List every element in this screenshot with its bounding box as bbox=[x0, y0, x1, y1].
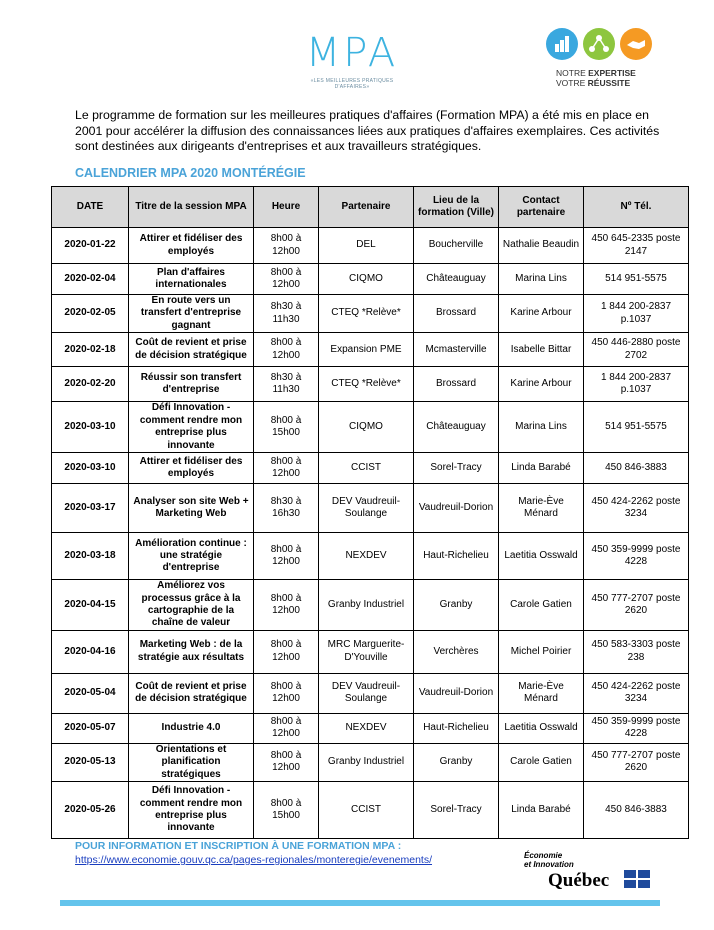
cell-date: 2020-03-18 bbox=[52, 533, 129, 580]
header-title: Titre de la session MPA bbox=[129, 187, 254, 228]
intro-paragraph: Le programme de formation sur les meilleures pratiques d'affaires (Formation MPA) a été mis en place en 2001 pour accélérer la diffusion des connaissances liées aux pratiques d'affaires exemplaires. Ces activités sont destinées aux dirigeants d'entreprises et aux travailleurs stratégiques. bbox=[75, 108, 660, 153]
cell-time: 8h30 à 11h30 bbox=[254, 367, 319, 402]
table-row bbox=[52, 402, 689, 453]
header-date: DATE bbox=[52, 187, 129, 228]
cell-contact: Marina Lins bbox=[499, 402, 584, 453]
cell-phone: 450 424-2262 poste 3234 bbox=[584, 673, 689, 713]
cell-city: Vaudreuil-Dorion bbox=[414, 673, 499, 713]
events-link[interactable]: https://www.economie.gouv.qc.ca/pages-regionales/monteregie/evenements/ bbox=[75, 854, 433, 866]
cell-phone: 514 951-5575 bbox=[584, 264, 689, 295]
header-time: Heure bbox=[254, 187, 319, 228]
cell-date: 2020-03-17 bbox=[52, 484, 129, 533]
table-row bbox=[52, 295, 689, 333]
cell-contact: Isabelle Bittar bbox=[499, 333, 584, 367]
mpa-logo-text: MPA bbox=[305, 30, 399, 76]
cell-date: 2020-05-07 bbox=[52, 713, 129, 743]
cell-title: Amélioration continue : une stratégie d'entreprise bbox=[129, 533, 254, 580]
expertise-tagline: NOTRE EXPERTISE VOTRE RÉUSSITE bbox=[556, 68, 636, 88]
quebec-logo-name: Québec bbox=[548, 870, 610, 891]
cell-partner: CTEQ *Relève* bbox=[319, 295, 414, 333]
cell-date: 2020-03-10 bbox=[52, 402, 129, 453]
schedule-table bbox=[51, 186, 689, 839]
table-row bbox=[52, 580, 689, 631]
cell-phone: 1 844 200-2837 p.1037 bbox=[584, 367, 689, 402]
bottom-divider bbox=[60, 900, 660, 906]
bar-chart-icon bbox=[546, 28, 578, 60]
cell-time: 8h00 à 15h00 bbox=[254, 402, 319, 453]
cell-partner: DEV Vaudreuil-Soulange bbox=[319, 484, 414, 533]
cell-contact: Marina Lins bbox=[499, 264, 584, 295]
cell-time: 8h30 à 16h30 bbox=[254, 484, 319, 533]
footer-info-heading: POUR INFORMATION ET INSCRIPTION À UNE FORMATION MPA : bbox=[75, 840, 402, 852]
cell-time: 8h00 à 12h00 bbox=[254, 630, 319, 673]
cell-partner: CIQMO bbox=[319, 264, 414, 295]
cell-contact: Nathalie Beaudin bbox=[499, 228, 584, 264]
cell-city: Granby bbox=[414, 743, 499, 781]
cell-title: Marketing Web : de la stratégie aux résultats bbox=[129, 630, 254, 673]
cell-city: Brossard bbox=[414, 367, 499, 402]
network-icon bbox=[583, 28, 615, 60]
cell-phone: 450 777-2707 poste 2620 bbox=[584, 580, 689, 631]
cell-contact: Marie-Ève Ménard bbox=[499, 484, 584, 533]
cell-contact: Carole Gatien bbox=[499, 743, 584, 781]
cell-title: Améliorez vos processus grâce à la cartographie de la chaîne de valeur bbox=[129, 580, 254, 631]
quebec-logo bbox=[524, 852, 654, 892]
cell-phone: 450 359-9999 poste 4228 bbox=[584, 713, 689, 743]
table-row bbox=[52, 713, 689, 743]
cell-title: Attirer et fidéliser des employés bbox=[129, 228, 254, 264]
cell-title: Orientations et planification stratégiques bbox=[129, 743, 254, 781]
cell-partner: MRC Marguerite-D'Youville bbox=[319, 630, 414, 673]
mpa-logo-tagline: «LES MEILLEURES PRATIQUES D'AFFAIRES» bbox=[310, 78, 394, 90]
cell-city: Sorel-Tracy bbox=[414, 453, 499, 484]
cell-time: 8h00 à 12h00 bbox=[254, 333, 319, 367]
calendar-title: CALENDRIER MPA 2020 MONTÉRÉGIE bbox=[75, 166, 306, 180]
cell-city: Sorel-Tracy bbox=[414, 782, 499, 839]
cell-city: Châteauguay bbox=[414, 264, 499, 295]
cell-title: Réussir son transfert d'entreprise bbox=[129, 367, 254, 402]
cell-title: Industrie 4.0 bbox=[129, 713, 254, 743]
cell-title: Défi Innovation - comment rendre mon entreprise plus innovante bbox=[129, 782, 254, 839]
cell-partner: Granby Industriel bbox=[319, 743, 414, 781]
cell-title: Plan d'affaires internationales bbox=[129, 264, 254, 295]
cell-date: 2020-02-04 bbox=[52, 264, 129, 295]
cell-title: En route vers un transfert d'entreprise gagnant bbox=[129, 295, 254, 333]
table-row bbox=[52, 782, 689, 839]
table-row bbox=[52, 484, 689, 533]
cell-phone: 450 446-2880 poste 2702 bbox=[584, 333, 689, 367]
cell-partner: Expansion PME bbox=[319, 333, 414, 367]
header-contact: Contact partenaire bbox=[499, 187, 584, 228]
cell-date: 2020-01-22 bbox=[52, 228, 129, 264]
cell-city: Haut-Richelieu bbox=[414, 713, 499, 743]
cell-contact: Laetitia Osswald bbox=[499, 533, 584, 580]
cell-city: Mcmasterville bbox=[414, 333, 499, 367]
cell-partner: NEXDEV bbox=[319, 713, 414, 743]
table-row bbox=[52, 264, 689, 295]
cell-time: 8h00 à 12h00 bbox=[254, 713, 319, 743]
table-row bbox=[52, 630, 689, 673]
cell-date: 2020-05-26 bbox=[52, 782, 129, 839]
quebec-logo-ministry: Économie et Innovation bbox=[524, 851, 574, 869]
cell-title: Coût de revient et prise de décision stratégique bbox=[129, 673, 254, 713]
cell-time: 8h00 à 12h00 bbox=[254, 453, 319, 484]
cell-date: 2020-05-04 bbox=[52, 673, 129, 713]
cell-time: 8h00 à 12h00 bbox=[254, 533, 319, 580]
header-city: Lieu de la formation (Ville) bbox=[414, 187, 499, 228]
cell-partner: DEL bbox=[319, 228, 414, 264]
handshake-icon bbox=[620, 28, 652, 60]
table-row bbox=[52, 743, 689, 781]
cell-phone: 1 844 200-2837 p.1037 bbox=[584, 295, 689, 333]
cell-city: Châteauguay bbox=[414, 402, 499, 453]
cell-date: 2020-02-05 bbox=[52, 295, 129, 333]
table-header-row bbox=[52, 187, 689, 228]
cell-time: 8h00 à 12h00 bbox=[254, 264, 319, 295]
table-row bbox=[52, 453, 689, 484]
cell-phone: 450 846-3883 bbox=[584, 782, 689, 839]
page-header bbox=[0, 0, 714, 95]
cell-time: 8h30 à 11h30 bbox=[254, 295, 319, 333]
cell-phone: 450 424-2262 poste 3234 bbox=[584, 484, 689, 533]
cell-phone: 450 359-9999 poste 4228 bbox=[584, 533, 689, 580]
cell-partner: CCIST bbox=[319, 782, 414, 839]
table-row bbox=[52, 533, 689, 580]
cell-contact: Laetitia Osswald bbox=[499, 713, 584, 743]
cell-partner: CIQMO bbox=[319, 402, 414, 453]
cell-contact: Linda Barabé bbox=[499, 453, 584, 484]
cell-title: Analyser son site Web + Marketing Web bbox=[129, 484, 254, 533]
cell-partner: NEXDEV bbox=[319, 533, 414, 580]
cell-city: Vaudreuil-Dorion bbox=[414, 484, 499, 533]
cell-phone: 450 846-3883 bbox=[584, 453, 689, 484]
table-row bbox=[52, 673, 689, 713]
cell-title: Attirer et fidéliser des employés bbox=[129, 453, 254, 484]
cell-date: 2020-02-20 bbox=[52, 367, 129, 402]
cell-city: Brossard bbox=[414, 295, 499, 333]
table-row bbox=[52, 228, 689, 264]
cell-city: Boucherville bbox=[414, 228, 499, 264]
header-partner: Partenaire bbox=[319, 187, 414, 228]
quebec-flag-icon bbox=[624, 870, 650, 888]
cell-partner: CCIST bbox=[319, 453, 414, 484]
cell-time: 8h00 à 12h00 bbox=[254, 673, 319, 713]
cell-date: 2020-02-18 bbox=[52, 333, 129, 367]
cell-contact: Karine Arbour bbox=[499, 367, 584, 402]
cell-time: 8h00 à 12h00 bbox=[254, 228, 319, 264]
cell-time: 8h00 à 12h00 bbox=[254, 580, 319, 631]
cell-contact: Karine Arbour bbox=[499, 295, 584, 333]
cell-date: 2020-03-10 bbox=[52, 453, 129, 484]
cell-city: Granby bbox=[414, 580, 499, 631]
cell-city: Verchères bbox=[414, 630, 499, 673]
cell-partner: Granby Industriel bbox=[319, 580, 414, 631]
cell-contact: Michel Poirier bbox=[499, 630, 584, 673]
cell-city: Haut-Richelieu bbox=[414, 533, 499, 580]
cell-partner: CTEQ *Relève* bbox=[319, 367, 414, 402]
expertise-logo bbox=[540, 28, 660, 88]
table-row bbox=[52, 367, 689, 402]
cell-title: Défi Innovation - comment rendre mon entreprise plus innovante bbox=[129, 402, 254, 453]
cell-title: Coût de revient et prise de décision stratégique bbox=[129, 333, 254, 367]
cell-date: 2020-04-16 bbox=[52, 630, 129, 673]
mpa-logo bbox=[302, 30, 402, 90]
cell-contact: Carole Gatien bbox=[499, 580, 584, 631]
cell-time: 8h00 à 12h00 bbox=[254, 743, 319, 781]
cell-contact: Linda Barabé bbox=[499, 782, 584, 839]
cell-phone: 514 951-5575 bbox=[584, 402, 689, 453]
cell-date: 2020-04-15 bbox=[52, 580, 129, 631]
cell-time: 8h00 à 15h00 bbox=[254, 782, 319, 839]
cell-date: 2020-05-13 bbox=[52, 743, 129, 781]
cell-phone: 450 645-2335 poste 2147 bbox=[584, 228, 689, 264]
table-row bbox=[52, 333, 689, 367]
header-phone: Nº Tél. bbox=[584, 187, 689, 228]
cell-partner: DEV Vaudreuil-Soulange bbox=[319, 673, 414, 713]
cell-phone: 450 777-2707 poste 2620 bbox=[584, 743, 689, 781]
cell-phone: 450 583-3303 poste 238 bbox=[584, 630, 689, 673]
cell-contact: Marie-Ève Ménard bbox=[499, 673, 584, 713]
